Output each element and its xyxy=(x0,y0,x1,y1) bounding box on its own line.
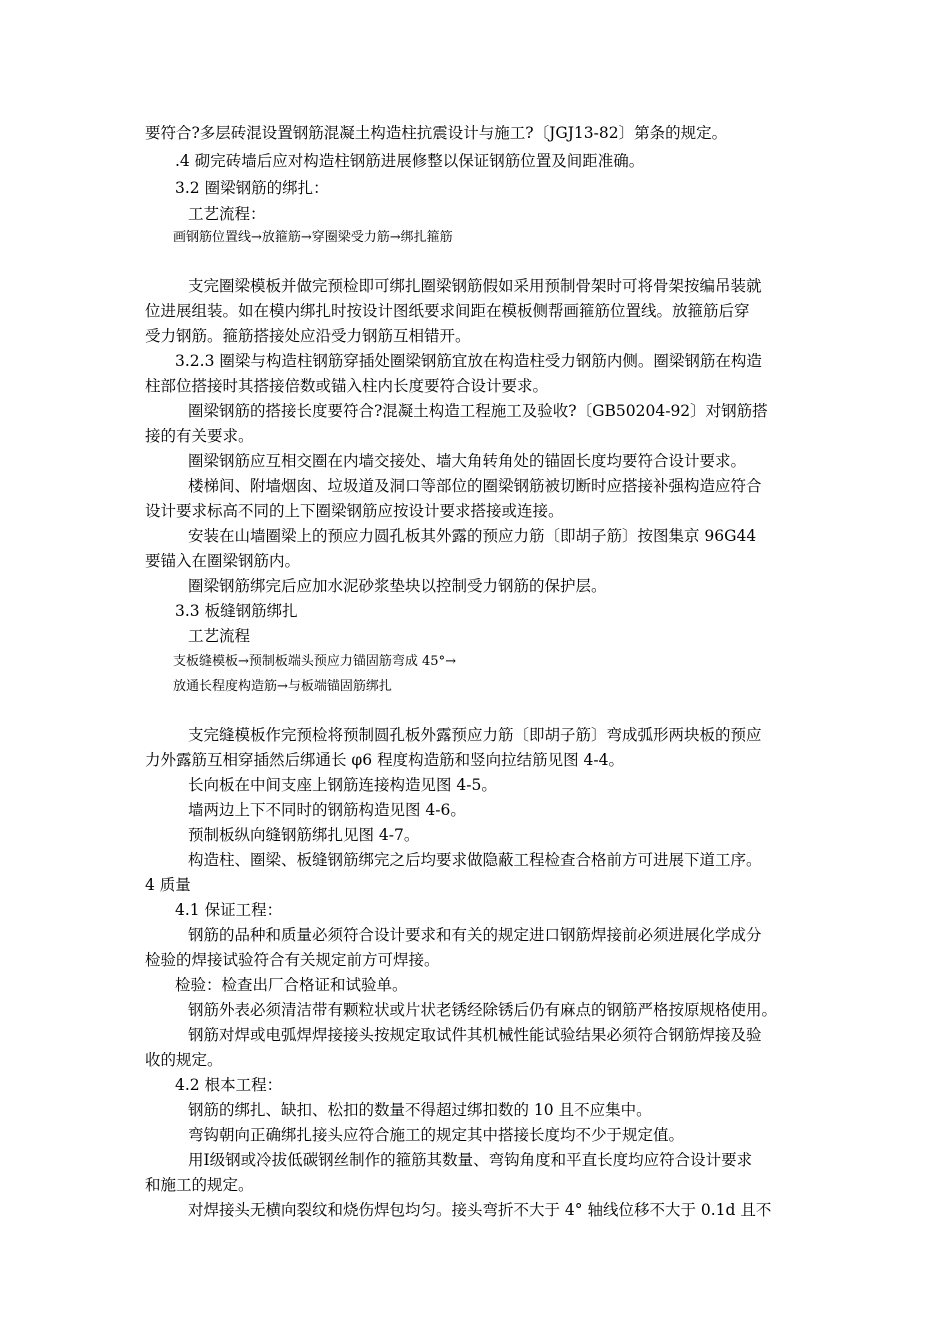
paragraph-line: 钢筋对焊或电弧焊焊接接头按规定取试件其机械性能试验结果必须符合钢筋焊接及验 xyxy=(188,1026,762,1044)
paragraph-line: 设计要求标高不同的上下圈梁钢筋应按设计要求搭接或连接。 xyxy=(145,502,564,520)
paragraph-line: 支完缝模板作完预检将预制圆孔板外露预应力筋〔即胡子筋〕弯成弧形两块板的预应 xyxy=(188,726,762,744)
paragraph-line: 圈梁钢筋应互相交圈在内墙交接处、墙大角转角处的锚固长度均要符合设计要求。 xyxy=(188,452,747,470)
paragraph-line: 对焊接头无横向裂纹和烧伤焊包均匀。接头弯折不大于 4° 轴线位移不大于 0.1d 且不 xyxy=(188,1201,772,1219)
paragraph-line: 检验的焊接试验符合有关规定前方可焊接。 xyxy=(145,951,440,969)
paragraph-line: 预制板纵向缝钢筋绑扎见图 4-7。 xyxy=(188,826,420,844)
paragraph-line: 位进展组装。如在模内绑扎时按设计图纸要求间距在模板侧帮画箍筋位置线。放箍筋后穿 xyxy=(145,302,750,320)
paragraph-line: 圈梁钢筋绑完后应加水泥砂浆垫块以控制受力钢筋的保护层。 xyxy=(188,577,607,595)
flowchart-line: 支板缝模板→预制板端头预应力锚固筋弯成 45°→ xyxy=(173,654,456,669)
paragraph-line: 用Ⅰ级钢或冷拔低碳钢丝制作的箍筋其数量、弯钩角度和平直长度均应符合设计要求 xyxy=(188,1151,753,1169)
paragraph-line: 柱部位搭接时其搭接倍数或锚入柱内长度要符合设计要求。 xyxy=(145,377,549,395)
paragraph-line: 构造柱、圈梁、板缝钢筋绑完之后均要求做隐蔽工程检查合格前方可进展下道工序。 xyxy=(188,851,762,869)
paragraph-line: 墙两边上下不同时的钢筋构造见图 4-6。 xyxy=(188,801,466,819)
paragraph-line: 钢筋的绑扎、缺扣、松扣的数量不得超过绑扣数的 10 且不应集中。 xyxy=(188,1101,652,1119)
paragraph-line: 收的规定。 xyxy=(145,1051,223,1069)
section-heading: 3.3 板缝钢筋绑扎 xyxy=(175,602,298,620)
paragraph-line: .4 砌完砖墙后应对构造柱钢筋进展修整以保证钢筋位置及间距准确。 xyxy=(175,152,645,170)
paragraph-line: 和施工的规定。 xyxy=(145,1176,254,1194)
section-heading: 4.1 保证工程： xyxy=(175,901,283,919)
paragraph-line: 受力钢筋。箍筋搭接处应沿受力钢筋互相错开。 xyxy=(145,327,471,345)
section-heading: 3.2 圈梁钢筋的绑扎： xyxy=(175,179,329,197)
flowchart-line: 放通长程度构造筋→与板端锚固筋绑扎 xyxy=(173,679,392,694)
paragraph-line: 工艺流程： xyxy=(188,205,266,223)
paragraph-line: 安装在山墙圈梁上的预应力圆孔板其外露的预应力筋〔即胡子筋〕按图集京 96G44 xyxy=(188,527,757,545)
paragraph-line: 3.2.3 圈梁与构造柱钢筋穿插处圈梁钢筋宜放在构造柱受力钢筋内侧。圈梁钢筋在构造 xyxy=(175,352,762,370)
paragraph-line: 力外露筋互相穿插然后绑通长 φ6 程度构造筋和竖向拉结筋见图 4-4。 xyxy=(145,751,624,769)
paragraph-line: 钢筋外表必须清洁带有颗粒状或片状老锈经除锈后仍有麻点的钢筋严格按原规格使用。 xyxy=(188,1001,778,1019)
paragraph-line: 检验：检查出厂合格证和试验单。 xyxy=(175,976,408,994)
paragraph-line: 弯钩朝向正确绑扎接头应符合施工的规定其中搭接长度均不少于规定值。 xyxy=(188,1126,685,1144)
paragraph-line: 长向板在中间支座上钢筋连接构造见图 4-5。 xyxy=(188,776,497,794)
paragraph-line: 要符合?多层砖混设置钢筋混凝土构造柱抗震设计与施工?〔JGJ13-82〕第条的规定。 xyxy=(145,124,728,142)
paragraph-line: 圈梁钢筋的搭接长度要符合?混凝土构造工程施工及验收?〔GB50204-92〕对钢筋搭 xyxy=(188,402,768,420)
paragraph-line: 接的有关要求。 xyxy=(145,427,254,445)
paragraph-line: 要锚入在圈梁钢筋内。 xyxy=(145,552,301,570)
paragraph-line: 楼梯间、附墙烟囱、垃圾道及洞口等部位的圈梁钢筋被切断时应搭接补强构造应符合 xyxy=(188,477,762,495)
section-heading: 4 质量 xyxy=(145,876,191,894)
flowchart-line: 画钢筋位置线→放箍筋→穿圈梁受力筋→绑扎箍筋 xyxy=(173,230,453,245)
paragraph-line: 工艺流程 xyxy=(188,627,251,645)
paragraph-line: 钢筋的品种和质量必须符合设计要求和有关的规定进口钢筋焊接前必须进展化学成分 xyxy=(188,926,762,944)
paragraph-line: 支完圈梁模板并做完预检即可绑扎圈梁钢筋假如采用预制骨架时可将骨架按编吊装就 xyxy=(188,277,762,295)
section-heading: 4.2 根本工程： xyxy=(175,1076,283,1094)
